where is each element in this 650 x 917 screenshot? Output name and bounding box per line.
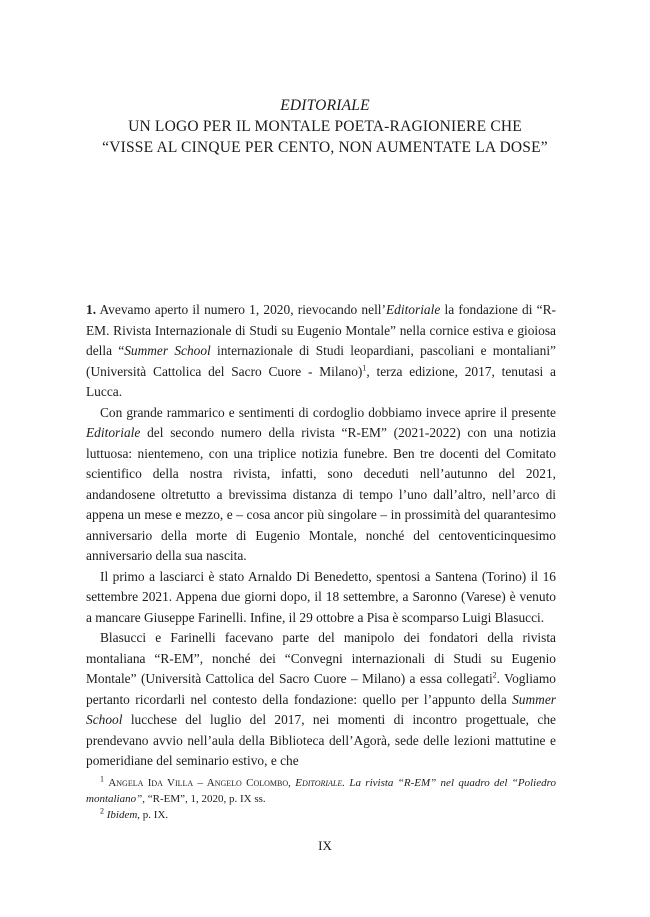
- paragraph-4-text-c: lucchese del luglio del 2017, nei momenti di incontro progettuale, che prendevano avvio nell’aula della Biblioteca dell’Agorà, sede delle lezioni mattutine e pomeridiane del seminario estivo, e che: [86, 712, 556, 768]
- footnote-1-title-sc: Editoriale: [295, 777, 343, 789]
- paragraph-2: [86, 403, 556, 567]
- paragraph-1-text-b: la fondazione di “R-EM. Rivista Internazionale di Studi su Eugenio Montale” nella cornice estiva e gioiosa della “: [86, 302, 556, 358]
- footnote-ref-1[interactable]: 1: [362, 363, 367, 373]
- footnote-1-title: . La rivista “R-EM” nel quadro del “Poliedro montaliano”: [86, 777, 556, 805]
- paragraph-1-text-a: Avevamo aperto il numero 1, 2020, rievocando nell’: [96, 302, 386, 317]
- section-number: 1.: [86, 302, 97, 317]
- paragraph-4-italic-a: Summer School: [86, 691, 556, 727]
- paragraph-4-text-b: . Vogliamo pertanto ricordarli nel contesto della fondazione: quello per l’appunto della: [86, 671, 556, 707]
- footnote-1-rest: , “R-EM”, 1, 2020, p. IX ss.: [142, 793, 266, 805]
- footnote-ref-2[interactable]: 2: [492, 670, 497, 680]
- paragraph-1: [86, 300, 556, 403]
- footnote-1: [86, 775, 556, 807]
- paragraph-1-text-d: , terza edizione, 2017, tenutasi a Lucca.: [86, 363, 556, 399]
- paragraph-4-text-a: Blasucci e Farinelli facevano parte del manipolo dei fondatori della rivista montaliana “R-EM”, nonché dei “Convegni internazionali di Studi su Eugenio Montale” (Università Cattolica del Sacro Cuore – Milano) a essa collegati: [86, 630, 556, 686]
- footnote-2: [86, 807, 556, 823]
- paragraph-2-text-a: Con grande rammarico e sentimenti di cordoglio dobbiamo invece aprire il presente: [100, 404, 556, 420]
- footnote-2-number: 2: [100, 806, 104, 816]
- paragraph-1-italic-a: Editoriale: [385, 302, 441, 317]
- paragraph-1-italic-b: Summer School: [124, 343, 211, 358]
- section-kicker: EDITORIALE: [280, 97, 370, 114]
- footnote-1-number: 1: [100, 774, 104, 784]
- paragraph-2-italic-a: Editoriale: [86, 425, 141, 440]
- footnote-1-authors: Angela Ida Villa – Angelo Colombo,: [108, 777, 296, 789]
- article-title-line-1: UN LOGO PER IL MONTALE POETA-RAGIONIERE CHE: [128, 118, 522, 135]
- paragraph-2-text-b: del secondo numero della rivista “R-EM” (2021-2022) con una notizia luttuosa: nientemeno, con una triplice notizia funebre. Ben tre docenti del Comitato scientifico della nostra rivista, infatti, sono deceduti nell’autunno del 2021, andandosene oltretutto a brevissima distanza di tempo l’uno dall’altro, nell’arco di appena un mese e mezzo, e – cosa ancor più singolare – in prossimità del quarantesimo anniversario della morte di Eugenio Montale, nonché del centoventicinquesimo anniversario della sua nascita.: [86, 425, 556, 563]
- article-header: [0, 95, 650, 158]
- article-body: [86, 300, 556, 772]
- footnote-2-ibidem: Ibidem: [106, 809, 138, 821]
- article-title-line-2: “VISSE AL CINQUE PER CENTO, NON AUMENTATE LA DOSE”: [102, 139, 548, 156]
- paragraph-1-text-c: internazionale di Studi leopardiani, pascoliani e montaliani” (Università Cattolica del Sacro Cuore - Milano): [86, 343, 556, 379]
- page-number: IX: [318, 838, 332, 853]
- footnotes: [86, 775, 556, 823]
- paragraph-3: Il primo a lasciarci è stato Arnaldo Di Benedetto, spentosi a Santena (Torino) il 16 settembre 2021. Appena due giorni dopo, il 18 settembre, a Saronno (Varese) è venuto a mancare Giuseppe Farinelli. Infine, il 29 ottobre a Pisa è scomparso Luigi Blasucci.: [86, 568, 556, 625]
- paragraph-4: [86, 628, 556, 772]
- footnote-2-rest: , p. IX.: [137, 809, 169, 821]
